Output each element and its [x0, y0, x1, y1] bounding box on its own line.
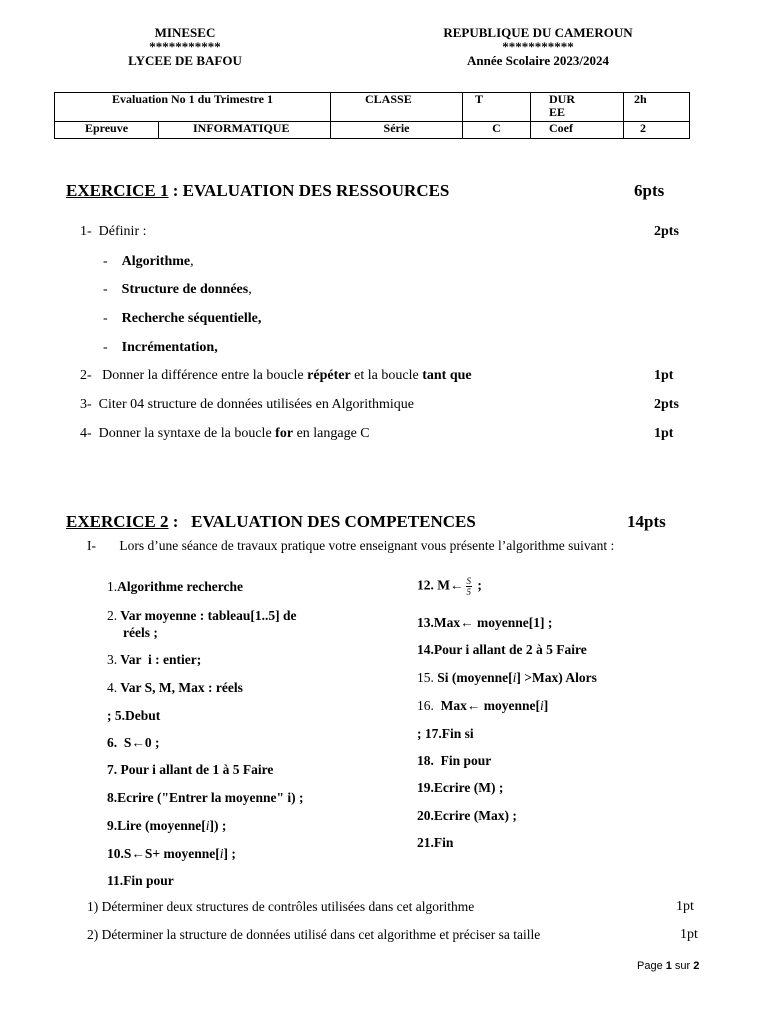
algo-line-3 — [107, 652, 201, 668]
intro-text: Lors d’une séance de travaux pratique votre enseignant vous présente l’algorithme suivant : — [119, 538, 615, 553]
header-left — [110, 25, 260, 69]
algo-line-7: 7. Pour i allant de 1 à 5 Faire — [107, 762, 274, 777]
index-var: i — [219, 846, 224, 861]
line-code: ] — [543, 698, 549, 713]
table-row — [55, 93, 690, 122]
question-2-1: 1) Déterminer deux structures de contrôles utilisées dans cet algorithme — [87, 899, 475, 914]
algo-line-15 — [417, 670, 597, 686]
definition-item: - Incrémentation, — [103, 340, 218, 355]
line-code: ]) ; — [209, 818, 227, 833]
header-stars-left: *********** — [149, 39, 221, 54]
question-text: en langage C — [293, 426, 370, 441]
line-code: ; — [474, 577, 482, 593]
definition-term: Incrémentation, — [121, 340, 218, 355]
question-number: 1- — [80, 224, 92, 239]
coef-value: 2 — [624, 122, 690, 139]
line-code: Var i : entier; — [120, 652, 202, 667]
question-1-3-points: 2pts — [654, 397, 679, 412]
definition-suffix: , — [190, 254, 194, 269]
duree-value: 2h — [624, 93, 690, 122]
algo-line-4 — [107, 680, 243, 696]
algo-line-20: 20.Ecrire (Max) ; — [417, 808, 517, 823]
algo-line-10 — [107, 846, 236, 862]
index-var: i — [539, 698, 544, 713]
question-1-1 — [80, 224, 147, 240]
line-code: 10.S←S+ moyenne[ — [107, 846, 220, 861]
exercise-2-points: 14pts — [627, 512, 666, 531]
algo-line-8: 8.Ecrire ("Entrer la moyenne" i) ; — [107, 790, 304, 805]
line-code: 12. M← — [417, 577, 464, 593]
fraction-denominator: 5 — [466, 587, 471, 597]
index-var: i — [512, 670, 517, 685]
question-number: 2- — [80, 368, 92, 383]
definition-suffix: , — [248, 282, 252, 297]
question-1-2 — [80, 368, 472, 384]
line-code: Si (moyenne[ — [433, 670, 513, 685]
index-var: i — [205, 818, 210, 833]
school-year: Année Scolaire 2023/2024 — [466, 53, 610, 68]
line-code: 9.Lire (moyenne[ — [107, 818, 206, 833]
question-1-3 — [80, 397, 414, 413]
exercise-2-intro — [87, 538, 614, 554]
line-code: ] >Max) Alors — [516, 670, 597, 685]
table-row — [55, 122, 690, 139]
exercise-2-label: EXERCICE 2 — [66, 512, 169, 531]
question-text: Donner la différence entre la boucle — [102, 368, 308, 383]
current-page: 1 — [665, 960, 672, 972]
duree-label-line1: DUR — [549, 92, 576, 106]
exercise-1-label: EXERCICE 1 — [66, 181, 169, 200]
question-text: et la boucle — [350, 368, 423, 383]
question-1-4-points: 1pt — [654, 426, 674, 441]
line-code: ] ; — [223, 846, 236, 861]
question-text: Donner la syntaxe de la boucle — [98, 426, 276, 441]
line-number: 4. — [107, 680, 118, 695]
algo-line-11: 11.Fin pour — [107, 873, 174, 888]
line-code: Var S, M, Max : réels — [120, 680, 243, 695]
line-code: Var moyenne : tableau[1..5] de — [120, 608, 297, 623]
algo-line-18: 18. Fin pour — [417, 753, 492, 768]
line-number: 3. — [107, 652, 118, 667]
classe-label: CLASSE — [331, 93, 463, 122]
page-label: Page — [637, 960, 666, 972]
country-name: REPUBLIQUE DU CAMEROUN — [443, 25, 633, 40]
epreuve-value: INFORMATIQUE — [159, 122, 331, 139]
question-2-2-points: 1pt — [680, 927, 698, 942]
line-code: Algorithme recherche — [117, 579, 243, 594]
definition-term: Recherche séquentielle, — [121, 311, 262, 326]
question-1-4 — [80, 426, 370, 442]
line-number: 1. — [107, 579, 118, 594]
question-1-1-points: 2pts — [654, 224, 679, 239]
definition-item: - Structure de données, — [103, 282, 252, 297]
question-number: 3- — [80, 397, 92, 412]
line-number: 2. — [107, 608, 118, 623]
question-number: 4- — [80, 426, 92, 441]
algo-line-2 — [107, 607, 297, 641]
algo-line-5: ; 5.Debut — [107, 708, 161, 723]
header-stars-right: *********** — [502, 39, 574, 54]
evaluation-cell: Evaluation No 1 du Trimestre 1 — [55, 93, 331, 122]
keyword-tant-que: tant que — [422, 368, 472, 383]
header-right — [418, 25, 658, 69]
algo-line-13: 13.Max← moyenne[1] ; — [417, 615, 553, 630]
question-text: Citer 04 structure de données utilisées en Algorithmique — [98, 397, 414, 412]
page-sep: sur — [671, 960, 694, 972]
line-number: 16. — [417, 698, 434, 713]
question-2-1-points: 1pt — [676, 899, 694, 914]
classe-value: T — [463, 93, 531, 122]
question-2-2: 2) Déterminer la structure de données utilisé dans cet algorithme et préciser sa taille — [87, 927, 541, 942]
exercise-2-title — [66, 512, 476, 532]
coef-label: Coef — [531, 122, 624, 139]
epreuve-label: Epreuve — [55, 122, 159, 139]
exercise-1-heading: : EVALUATION DES RESSOURCES — [168, 181, 450, 200]
duree-label — [531, 93, 624, 122]
duree-label-line2: EE — [549, 105, 566, 119]
line-code: Max← moyenne[ — [433, 698, 540, 713]
line-number: 15. — [417, 670, 434, 685]
exercise-1-points: 6pts — [634, 181, 665, 200]
algo-line-9 — [107, 818, 226, 834]
ministry-name: MINESEC — [154, 25, 216, 40]
question-text: Définir : — [98, 224, 147, 239]
definition-item: - Recherche séquentielle, — [103, 311, 262, 326]
algo-line-1 — [107, 579, 243, 595]
question-1-2-points: 1pt — [654, 368, 674, 383]
total-pages: 2 — [693, 960, 700, 972]
intro-number: I- — [87, 538, 96, 553]
page-number — [637, 960, 699, 972]
school-name: LYCEE DE BAFOU — [128, 53, 242, 68]
algo-line-16 — [417, 698, 548, 714]
algo-line-19: 19.Ecrire (M) ; — [417, 780, 504, 795]
fraction-numerator: S — [466, 576, 471, 586]
algo-line-6: 6. S←0 ; — [107, 735, 160, 750]
exam-info-table — [54, 92, 690, 139]
algo-line-17: ; 17.Fin si — [417, 726, 474, 741]
definition-term: Structure de données — [121, 282, 249, 297]
keyword-for: for — [275, 426, 294, 441]
serie-value: C — [463, 122, 531, 139]
fraction-s-over-5 — [466, 576, 473, 597]
keyword-repeter: répéter — [307, 368, 351, 383]
algo-line-12 — [417, 576, 482, 597]
algo-line-21: 21.Fin — [417, 835, 454, 850]
definition-item: - Algorithme, — [103, 254, 194, 269]
definition-term: Algorithme — [121, 254, 191, 269]
line-code-cont: réels ; — [123, 625, 158, 640]
exercise-2-heading: : EVALUATION DES COMPETENCES — [168, 512, 476, 531]
algo-line-14: 14.Pour i allant de 2 à 5 Faire — [417, 642, 587, 657]
exercise-1-title — [66, 181, 449, 201]
serie-label: Série — [331, 122, 463, 139]
